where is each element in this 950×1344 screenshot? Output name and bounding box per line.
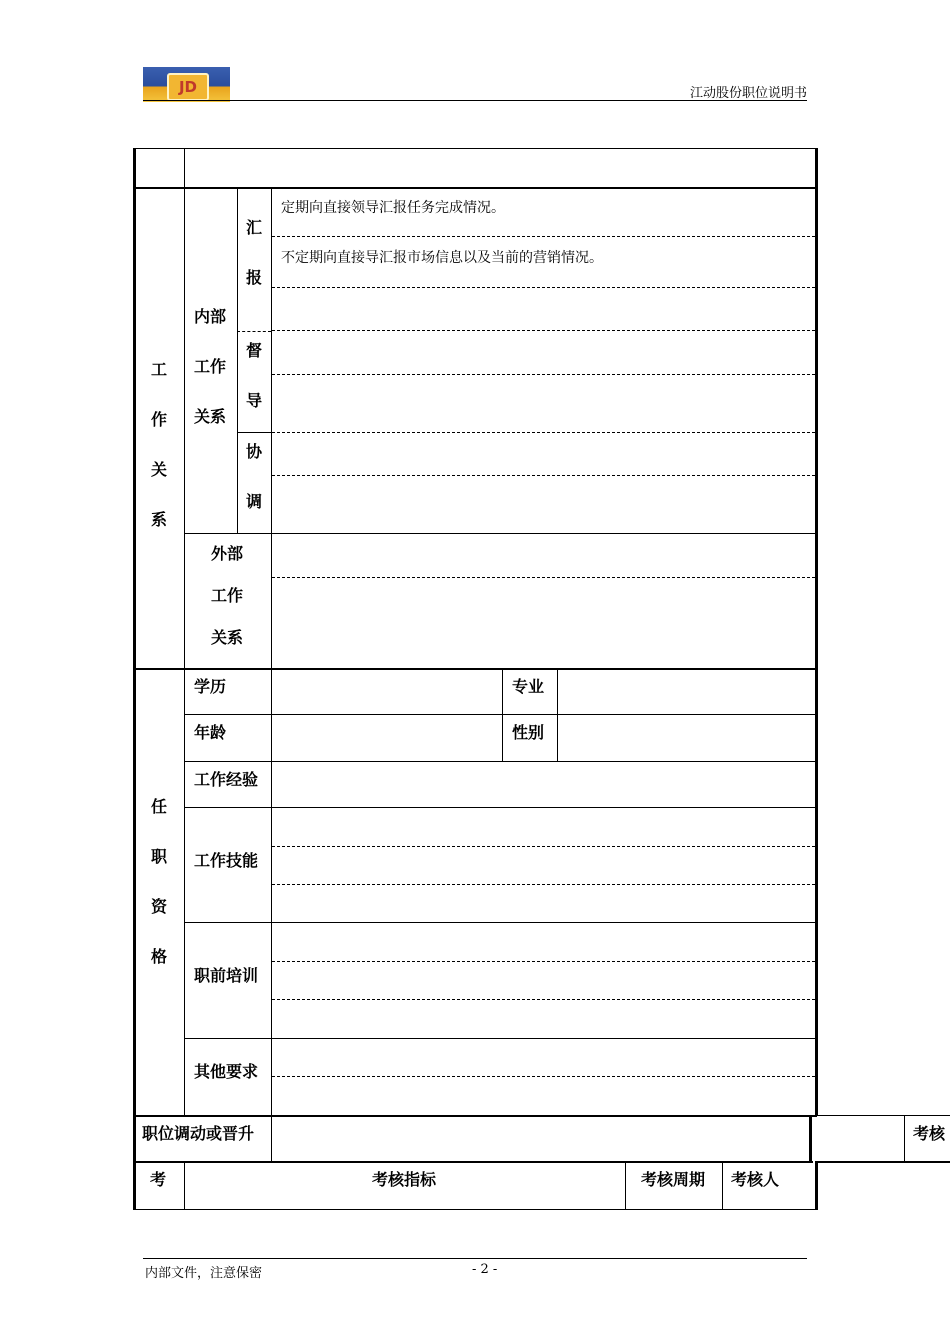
dash-line — [272, 236, 815, 237]
company-logo — [143, 67, 230, 102]
qualifications-title: 任 职 资 格 — [150, 797, 167, 966]
major-label: 专业 — [512, 677, 545, 696]
dash-line — [272, 374, 815, 375]
table-col-divider — [184, 668, 185, 1115]
side-box-line — [815, 1115, 950, 1116]
row-line — [133, 1115, 817, 1117]
row-line — [184, 714, 815, 715]
assessment-indicator-header: 考核指标 — [372, 1170, 437, 1189]
gender-label: 性别 — [512, 723, 545, 742]
footer-rule — [143, 1258, 807, 1259]
report-label: 汇 报 — [245, 218, 262, 287]
document-title: 江动股份职位说明书 — [689, 86, 807, 101]
col-line — [271, 668, 272, 1115]
table-col-divider — [184, 1162, 185, 1210]
other-requirements-label: 其他要求 — [194, 1062, 259, 1081]
col-line — [271, 1115, 272, 1162]
row-line — [133, 1209, 817, 1210]
row-line — [133, 668, 817, 670]
side-assessment-label: 考核 — [913, 1124, 946, 1143]
age-label: 年龄 — [194, 723, 227, 742]
row-line — [184, 761, 815, 762]
logo-mark: JD — [167, 73, 209, 101]
work-relations-title: 工 作 关 系 — [150, 360, 167, 529]
row-line — [184, 1038, 815, 1039]
side-box-line — [904, 1115, 905, 1162]
row-line — [184, 922, 815, 923]
promotion-label: 职位调动或晋升 — [142, 1124, 255, 1143]
experience-label: 工作经验 — [194, 770, 259, 789]
assessor-header: 考核人 — [731, 1170, 780, 1189]
dash-line — [272, 577, 815, 578]
training-label: 职前培训 — [194, 966, 259, 985]
external-relations-label: 外部 工作 关系 — [211, 544, 244, 647]
side-box-line — [815, 1161, 950, 1163]
dash-line — [272, 846, 815, 847]
page-number: - 2 - — [472, 1262, 498, 1277]
header-rule — [143, 100, 807, 101]
assessment-title: 考 — [150, 1170, 167, 1189]
dash-line — [272, 999, 815, 1000]
row-line — [184, 533, 815, 534]
col-line — [625, 1162, 626, 1210]
row-line — [133, 148, 817, 149]
table-right-border — [815, 148, 818, 1116]
dash-line — [272, 884, 815, 885]
col-line — [237, 188, 238, 533]
report-line-2: 不定期向直接导汇报市场信息以及当前的营销情况。 — [281, 250, 603, 266]
dash-line — [272, 287, 815, 288]
row-line — [133, 187, 817, 189]
dash-line — [272, 1076, 815, 1077]
dash-line — [272, 432, 815, 433]
table-left-border — [133, 148, 136, 1210]
row-line — [184, 807, 815, 808]
supervise-label: 督 导 — [245, 341, 262, 410]
confidential-notice: 内部文件，注意保密 — [145, 1266, 263, 1281]
dash-line — [272, 961, 815, 962]
dash-line — [272, 475, 815, 476]
col-line — [809, 1115, 812, 1162]
report-line-1: 定期向直接领导汇报任务完成情况。 — [281, 200, 505, 216]
col-line — [722, 1162, 723, 1210]
skills-label: 工作技能 — [194, 851, 259, 870]
table-right-border-lower — [815, 1162, 818, 1210]
education-label: 学历 — [194, 677, 227, 696]
table-col-divider — [184, 148, 185, 668]
dash-line — [272, 330, 815, 331]
col-line — [271, 188, 272, 668]
internal-relations-label: 内部 工作 关系 — [194, 307, 227, 426]
row-line — [133, 1161, 813, 1163]
coordinate-label: 协 调 — [245, 442, 262, 511]
assessment-period-header: 考核周期 — [641, 1170, 706, 1189]
